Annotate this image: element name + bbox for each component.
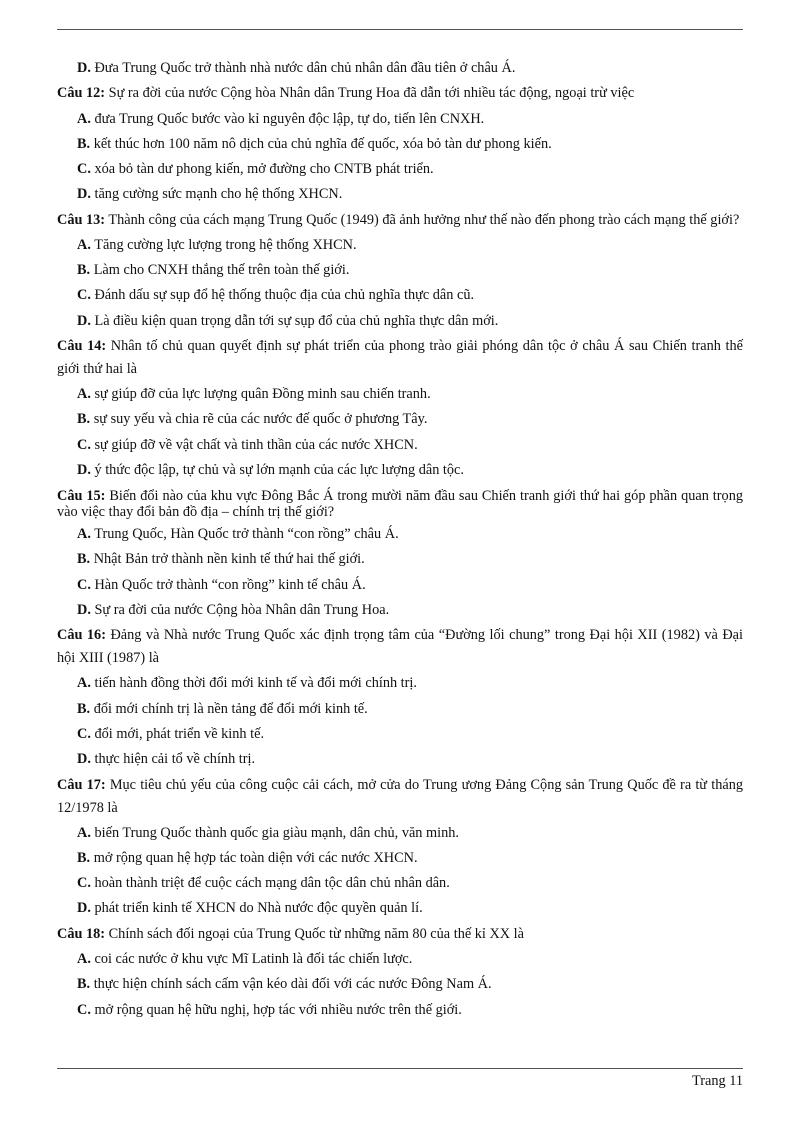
question-stem: [57, 335, 743, 381]
answer-option: [57, 522, 743, 547]
option-letter: A.: [77, 951, 91, 968]
answer-option: [57, 132, 743, 157]
answer-option: [57, 671, 743, 696]
option-text: Nhật Bản trở thành nền kinh tế thứ hai thế giới.: [90, 551, 365, 568]
option-text: Tăng cường lực lượng trong hệ thống XHCN.: [90, 236, 357, 253]
option-text: Là điều kiện quan trọng dẫn tới sự sụp đổ của chủ nghĩa thực dân mới.: [90, 312, 499, 329]
option-text: sự suy yếu và chia rẽ của các nước đế quốc ở phương Tây.: [90, 411, 428, 428]
answer-option: [57, 433, 743, 458]
option-text: phát triển kinh tế XHCN do Nhà nước độc quyền quản lí.: [90, 900, 423, 917]
option-letter: A.: [77, 110, 91, 127]
question-number: Câu 12:: [57, 85, 106, 102]
answer-option: [57, 407, 743, 432]
option-text: mở rộng quan hệ hợp tác toàn diện với các nước XHCN.: [90, 849, 418, 866]
option-text: thực hiện cải tổ về chính trị.: [90, 751, 256, 768]
answer-option: [57, 547, 743, 572]
option-letter: D.: [77, 751, 91, 768]
answer-option: [57, 598, 743, 623]
answer-option: [57, 309, 743, 334]
option-text: Sự ra đời của nước Cộng hòa Nhân dân Trung Hoa.: [90, 602, 390, 619]
question-text: Mục tiêu chủ yếu của công cuộc cải cách, mở cửa do Trung ương Đảng Cộng sản Trung Quốc đề ra từ tháng 12/1978 là: [57, 776, 743, 816]
option-letter: D.: [77, 461, 91, 478]
option-text: thực hiện chính sách cấm vận kéo dài đối với các nước Đông Nam Á.: [90, 976, 492, 993]
option-letter: B.: [77, 262, 91, 279]
option-text: tăng cường sức mạnh cho hệ thống XHCN.: [90, 186, 343, 203]
answer-option: [57, 947, 743, 972]
option-text: mở rộng quan hệ hữu nghị, hợp tác với nhiều nước trên thế giới.: [90, 1001, 462, 1018]
question-number: Câu 15:: [57, 488, 106, 505]
question-stem: [57, 922, 743, 947]
option-letter: A.: [77, 385, 91, 402]
option-text: kết thúc hơn 100 năm nô dịch của chủ nghĩa đế quốc, xóa bỏ tàn dư phong kiến.: [90, 135, 552, 152]
question-text: Chính sách đối ngoại của Trung Quốc từ những năm 80 của thế kỉ XX là: [105, 925, 524, 942]
question-text: Sự ra đời của nước Cộng hòa Nhân dân Trung Hoa đã dẫn tới nhiều tác động, ngoại trừ việc: [105, 85, 635, 102]
option-text: hoàn thành triệt để cuộc cách mạng dân tộc dân chủ nhân dân.: [90, 875, 450, 892]
option-text: ý thức độc lập, tự chủ và sự lớn mạnh của các lực lượng dân tộc.: [90, 461, 464, 478]
document-body: [57, 56, 743, 1023]
answer-option: [57, 998, 743, 1023]
option-letter: C.: [77, 576, 91, 593]
answer-option: [57, 573, 743, 598]
answer-option: [57, 458, 743, 483]
option-letter: D.: [77, 60, 91, 76]
answer-option: [57, 157, 743, 182]
answer-option: [57, 382, 743, 407]
answer-option: [57, 896, 743, 921]
question-stem: [57, 624, 743, 670]
option-text: xóa bỏ tàn dư phong kiến, mở đường cho CNTB phát triển.: [90, 161, 434, 178]
answer-option: [57, 182, 743, 207]
option-letter: B.: [77, 700, 91, 717]
option-text: tiến hành đồng thời đổi mới kinh tế và đổi mới chính trị.: [90, 675, 417, 692]
answer-option: [57, 747, 743, 772]
answer-option: [57, 821, 743, 846]
question-stem: [57, 774, 743, 820]
option-text: sự giúp đỡ về vật chất và tinh thần của các nước XHCN.: [90, 436, 418, 453]
answer-option: [57, 56, 743, 81]
option-text: đổi mới, phát triển về kinh tế.: [90, 725, 265, 742]
answer-option: [57, 846, 743, 871]
option-letter: A.: [77, 526, 91, 543]
option-text: Đưa Trung Quốc trở thành nhà nước dân chủ nhân dân đầu tiên ở châu Á.: [90, 60, 516, 76]
option-letter: B.: [77, 849, 91, 866]
answer-option: [57, 972, 743, 997]
option-letter: B.: [77, 135, 91, 152]
question-number: Câu 14:: [57, 337, 107, 354]
option-letter: D.: [77, 312, 91, 329]
question-text: Thành công của cách mạng Trung Quốc (1949) đã ảnh hưởng như thế nào đến phong trào cách mạng thế giới?: [105, 211, 740, 228]
option-letter: A.: [77, 236, 91, 253]
option-letter: D.: [77, 900, 91, 917]
answer-option: [57, 871, 743, 896]
answer-option: [57, 233, 743, 258]
footer-rule: [57, 1068, 743, 1069]
option-text: coi các nước ở khu vực Mĩ Latinh là đối tác chiến lược.: [90, 951, 413, 968]
option-letter: C.: [77, 875, 91, 892]
option-letter: A.: [77, 675, 91, 692]
answer-option: [57, 258, 743, 283]
question-stem: [57, 209, 743, 232]
header-rule: [57, 29, 743, 30]
option-text: sự giúp đỡ của lực lượng quân Đồng minh sau chiến tranh.: [90, 385, 431, 402]
answer-option: [57, 283, 743, 308]
option-letter: D.: [77, 186, 91, 203]
question-stem: [57, 488, 743, 520]
answer-option: [57, 697, 743, 722]
question-text: Biến đổi nào của khu vực Đông Bắc Á trong mười năm đầu sau Chiến tranh giới thứ hai góp phần quan trọng vào việc thay đổi bản đồ địa – chính trị thế giới?: [57, 488, 743, 521]
option-text: Đánh dấu sự sụp đổ hệ thống thuộc địa của chủ nghĩa thực dân cũ.: [90, 287, 475, 304]
question-text: Đảng và Nhà nước Trung Quốc xác định trọng tâm của “Đường lối chung” trong Đại hội XII (1982) và Đại hội XIII (1987) là: [57, 627, 743, 667]
option-letter: C.: [77, 287, 91, 304]
option-letter: C.: [77, 725, 91, 742]
question-number: Câu 13:: [57, 211, 106, 228]
question-stem: [57, 81, 743, 106]
option-text: Hàn Quốc trở thành “con rồng” kinh tế châu Á.: [90, 576, 366, 593]
question-number: Câu 16:: [57, 627, 106, 644]
option-text: đưa Trung Quốc bước vào kỉ nguyên độc lập, tự do, tiến lên CNXH.: [90, 110, 485, 127]
option-text: Trung Quốc, Hàn Quốc trở thành “con rồng” châu Á.: [90, 526, 399, 543]
option-letter: C.: [77, 436, 91, 453]
page-number: Trang 11: [692, 1073, 743, 1089]
option-letter: C.: [77, 161, 91, 178]
question-number: Câu 17:: [57, 776, 106, 793]
option-text: đổi mới chính trị là nền tảng để đổi mới kinh tế.: [90, 700, 368, 717]
option-letter: C.: [77, 1001, 91, 1018]
option-text: biến Trung Quốc thành quốc gia giàu mạnh, dân chủ, văn minh.: [90, 824, 459, 841]
answer-option: [57, 107, 743, 132]
question-number: Câu 18:: [57, 925, 106, 942]
option-text: Làm cho CNXH thắng thế trên toàn thế giới.: [90, 262, 350, 279]
option-letter: B.: [77, 551, 91, 568]
answer-option: [57, 722, 743, 747]
option-letter: B.: [77, 411, 91, 428]
option-letter: A.: [77, 824, 91, 841]
option-letter: B.: [77, 976, 91, 993]
question-text: Nhân tố chủ quan quyết định sự phát triển của phong trào giải phóng dân tộc ở châu Á sau Chiến tranh thế giới thứ hai là: [57, 337, 743, 377]
option-letter: D.: [77, 602, 91, 619]
